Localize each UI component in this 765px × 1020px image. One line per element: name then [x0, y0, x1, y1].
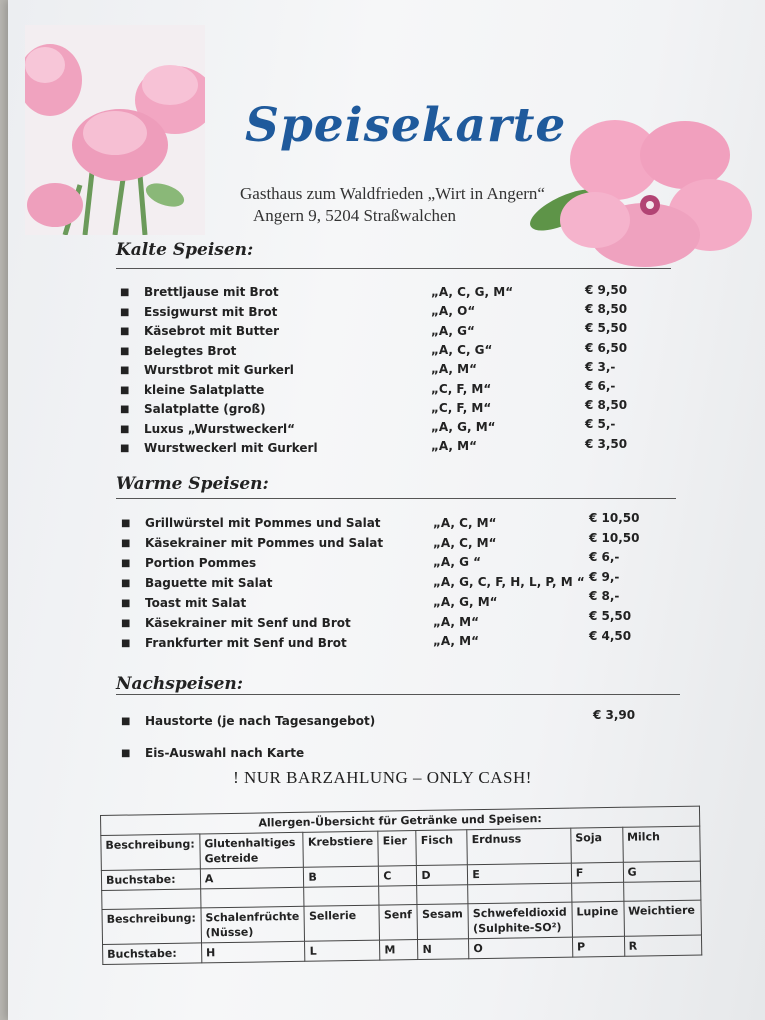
- cash-only-notice: ! NUR BARZAHLUNG – ONLY CASH!: [233, 768, 532, 787]
- menu-item-price: € 5,-: [585, 417, 616, 432]
- bullet-icon: ■: [120, 306, 130, 318]
- menu-item-price: € 8,50: [585, 398, 628, 413]
- bullet-icon: ■: [120, 365, 130, 376]
- divider: [116, 694, 680, 695]
- allergen-cell: [201, 887, 305, 908]
- allergen-cell: Soja: [571, 827, 623, 863]
- allergen-cell: Glutenhaltiges Getreide: [200, 832, 304, 869]
- menu-item-allergens: „C, F, M“: [431, 400, 492, 415]
- bullet-icon: ■: [120, 443, 130, 454]
- section-heading-warme: Warme Speisen:: [116, 474, 269, 494]
- allergen-cell: Fisch: [416, 830, 467, 866]
- allergen-cell: [102, 889, 201, 910]
- menu-item-name: Essigwurst mit Brot: [144, 304, 278, 319]
- menu-item-price: € 6,-: [585, 379, 616, 393]
- menu-item-name: Käsekrainer mit Senf und Brot: [145, 616, 351, 630]
- bullet-icon: ■: [120, 345, 130, 357]
- allergen-cell: [304, 886, 379, 906]
- bullet-icon: ■: [121, 748, 131, 759]
- menu-item-price: € 9,-: [589, 569, 620, 584]
- menu-item-name: Belegtes Brot: [144, 343, 237, 358]
- allergen-cell: N: [418, 939, 469, 960]
- bullet-icon: ■: [120, 326, 130, 337]
- menu-item-allergens: „A, C, G, M“: [431, 285, 514, 299]
- allergen-cell: P: [572, 936, 624, 957]
- allergen-cell: [572, 882, 624, 902]
- menu-item-allergens: „A, G, C, F, H, L, P, M “: [433, 575, 585, 590]
- menu-item-price: € 4,50: [589, 628, 632, 643]
- menu-item: [120, 436, 680, 460]
- allergen-cell: Senf: [379, 905, 418, 941]
- menu-item-name: Portion Pommes: [145, 556, 257, 570]
- menu-item-allergens: „A, M“: [431, 362, 477, 377]
- menu-item-name: Toast mit Salat: [145, 596, 247, 610]
- allergen-cell: Buchstabe:: [101, 869, 200, 891]
- menu-item-allergens: „A, O“: [431, 304, 476, 319]
- divider: [116, 498, 676, 499]
- menu-item-name: Luxus „Wurstweckerl“: [144, 421, 296, 436]
- allergen-cell: Beschreibung:: [101, 834, 200, 871]
- menu-item-price: € 6,-: [589, 550, 620, 565]
- menu-item: [120, 285, 680, 304]
- allergen-cell: D: [417, 865, 468, 886]
- allergen-cell: G: [623, 861, 701, 882]
- allergen-table: [100, 806, 702, 965]
- bullet-icon: ■: [121, 598, 131, 609]
- bullet-icon: ■: [121, 538, 131, 549]
- menu-item-allergens: „A, C, G“: [431, 342, 493, 357]
- menu-item-allergens: „A, M“: [431, 439, 477, 454]
- allergen-cell: Schalenfrüchte (Nüsse): [201, 906, 305, 943]
- restaurant-address: Angern 9, 5204 Straßwalchen: [252, 206, 456, 225]
- allergen-cell: C: [379, 866, 417, 887]
- menu-item-allergens: „A, G“: [431, 323, 475, 338]
- allergen-cell: M: [380, 940, 418, 961]
- menu-item-name: Wurstbrot mit Gurkerl: [144, 363, 294, 377]
- menu-item-price: € 6,50: [585, 340, 628, 355]
- allergen-cell: R: [624, 935, 702, 956]
- bullet-icon: ■: [121, 558, 131, 569]
- allergen-cell: Sellerie: [304, 905, 379, 941]
- allergen-cell: [623, 881, 701, 901]
- menu-item-name: Baguette mit Salat: [145, 576, 273, 590]
- menu-item-price: € 3,50: [585, 436, 628, 451]
- menu-item-allergens: „A, G, M“: [431, 420, 496, 435]
- menu-item-price: € 10,50: [589, 511, 640, 525]
- menu-item-name: kleine Salatplatte: [144, 382, 265, 397]
- menu-item-allergens: „C, F, M“: [431, 381, 492, 396]
- allergen-cell: [379, 886, 417, 906]
- bullet-icon: ■: [121, 638, 131, 649]
- section-heading-nach: Nachspeisen:: [116, 674, 244, 694]
- allergen-cell: F: [571, 862, 623, 883]
- menu-item-name: Eis-Auswahl nach Karte: [145, 746, 305, 760]
- menu-item-name: Salatplatte (groß): [144, 402, 266, 416]
- allergen-cell: H: [201, 941, 305, 963]
- menu-item-price: € 9,50: [585, 283, 628, 297]
- bullet-icon: ■: [121, 618, 131, 629]
- bullet-icon: ■: [121, 716, 131, 727]
- bullet-icon: ■: [120, 384, 130, 396]
- menu-item: [121, 708, 681, 733]
- menu-item-price: € 10,50: [589, 530, 640, 545]
- menu-item-price: € 5,50: [585, 321, 628, 336]
- menu-item-allergens: „A, G, M“: [433, 594, 498, 609]
- allergen-cell: E: [468, 863, 572, 885]
- allergen-cell: Weichtiere: [624, 900, 702, 936]
- allergen-table-title: Allergen-Übersicht für Getränke und Speisen:: [101, 806, 700, 835]
- menu-item-price: € 5,50: [589, 609, 632, 623]
- menu-item-allergens: „A, C, M“: [433, 516, 497, 530]
- allergen-cell: Beschreibung:: [102, 908, 201, 945]
- bullet-icon: ■: [120, 423, 130, 435]
- menu-item-name: Brettljause mit Brot: [144, 285, 279, 299]
- allergen-cell: Eier: [378, 831, 417, 867]
- menu-item-name: Käsekrainer mit Pommes und Salat: [145, 536, 384, 550]
- allergen-cell: [468, 883, 572, 904]
- allergen-cell: A: [200, 867, 304, 889]
- allergen-cell: Milch: [622, 826, 700, 862]
- menu-item-name: Frankfurter mit Senf und Brot: [145, 636, 347, 650]
- restaurant-name: Gasthaus zum Waldfrieden „Wirt in Angern“: [240, 184, 545, 203]
- menu-item-allergens: „A, G “: [433, 555, 482, 570]
- allergen-cell: Krebstiere: [303, 831, 378, 867]
- menu-item-name: Haustorte (je nach Tagesangebot): [145, 714, 376, 728]
- menu-item-name: Käsebrot mit Butter: [144, 324, 280, 338]
- menu-item-price: € 3,90: [593, 708, 636, 722]
- bullet-icon: ■: [120, 404, 130, 415]
- menu-item: [121, 628, 681, 655]
- divider: [116, 268, 671, 269]
- allergen-cell: Erdnuss: [467, 828, 571, 865]
- bullet-icon: ■: [120, 287, 130, 298]
- menu-item-allergens: „A, M“: [433, 614, 479, 629]
- menu-item-price: € 8,50: [585, 302, 628, 317]
- allergen-cell: [417, 885, 468, 905]
- menu-item-price: € 8,-: [589, 589, 620, 604]
- menu-item-price: € 3,-: [585, 359, 616, 374]
- allergen-cell: Sesam: [417, 904, 468, 940]
- bullet-icon: ■: [121, 518, 131, 529]
- menu-item-name: Grillwürstel mit Pommes und Salat: [145, 516, 381, 530]
- menu-item: [121, 746, 681, 765]
- bullet-icon: ■: [121, 578, 131, 589]
- menu-item-name: Wurstweckerl mit Gurkerl: [144, 441, 318, 455]
- section-heading-kalte: Kalte Speisen:: [116, 240, 254, 260]
- allergen-cell: Buchstabe:: [103, 943, 202, 965]
- allergen-cell: O: [469, 937, 573, 959]
- menu-title: Speisekarte: [245, 98, 567, 153]
- allergen-cell: L: [305, 940, 380, 961]
- menu-item-allergens: „A, M“: [433, 634, 479, 649]
- allergen-cell: Schwefeldioxid (Sulphite-SO²): [468, 902, 572, 939]
- allergen-cell: B: [304, 866, 379, 887]
- allergen-cell: Lupine: [572, 901, 624, 937]
- menu-item-allergens: „A, C, M“: [433, 535, 497, 550]
